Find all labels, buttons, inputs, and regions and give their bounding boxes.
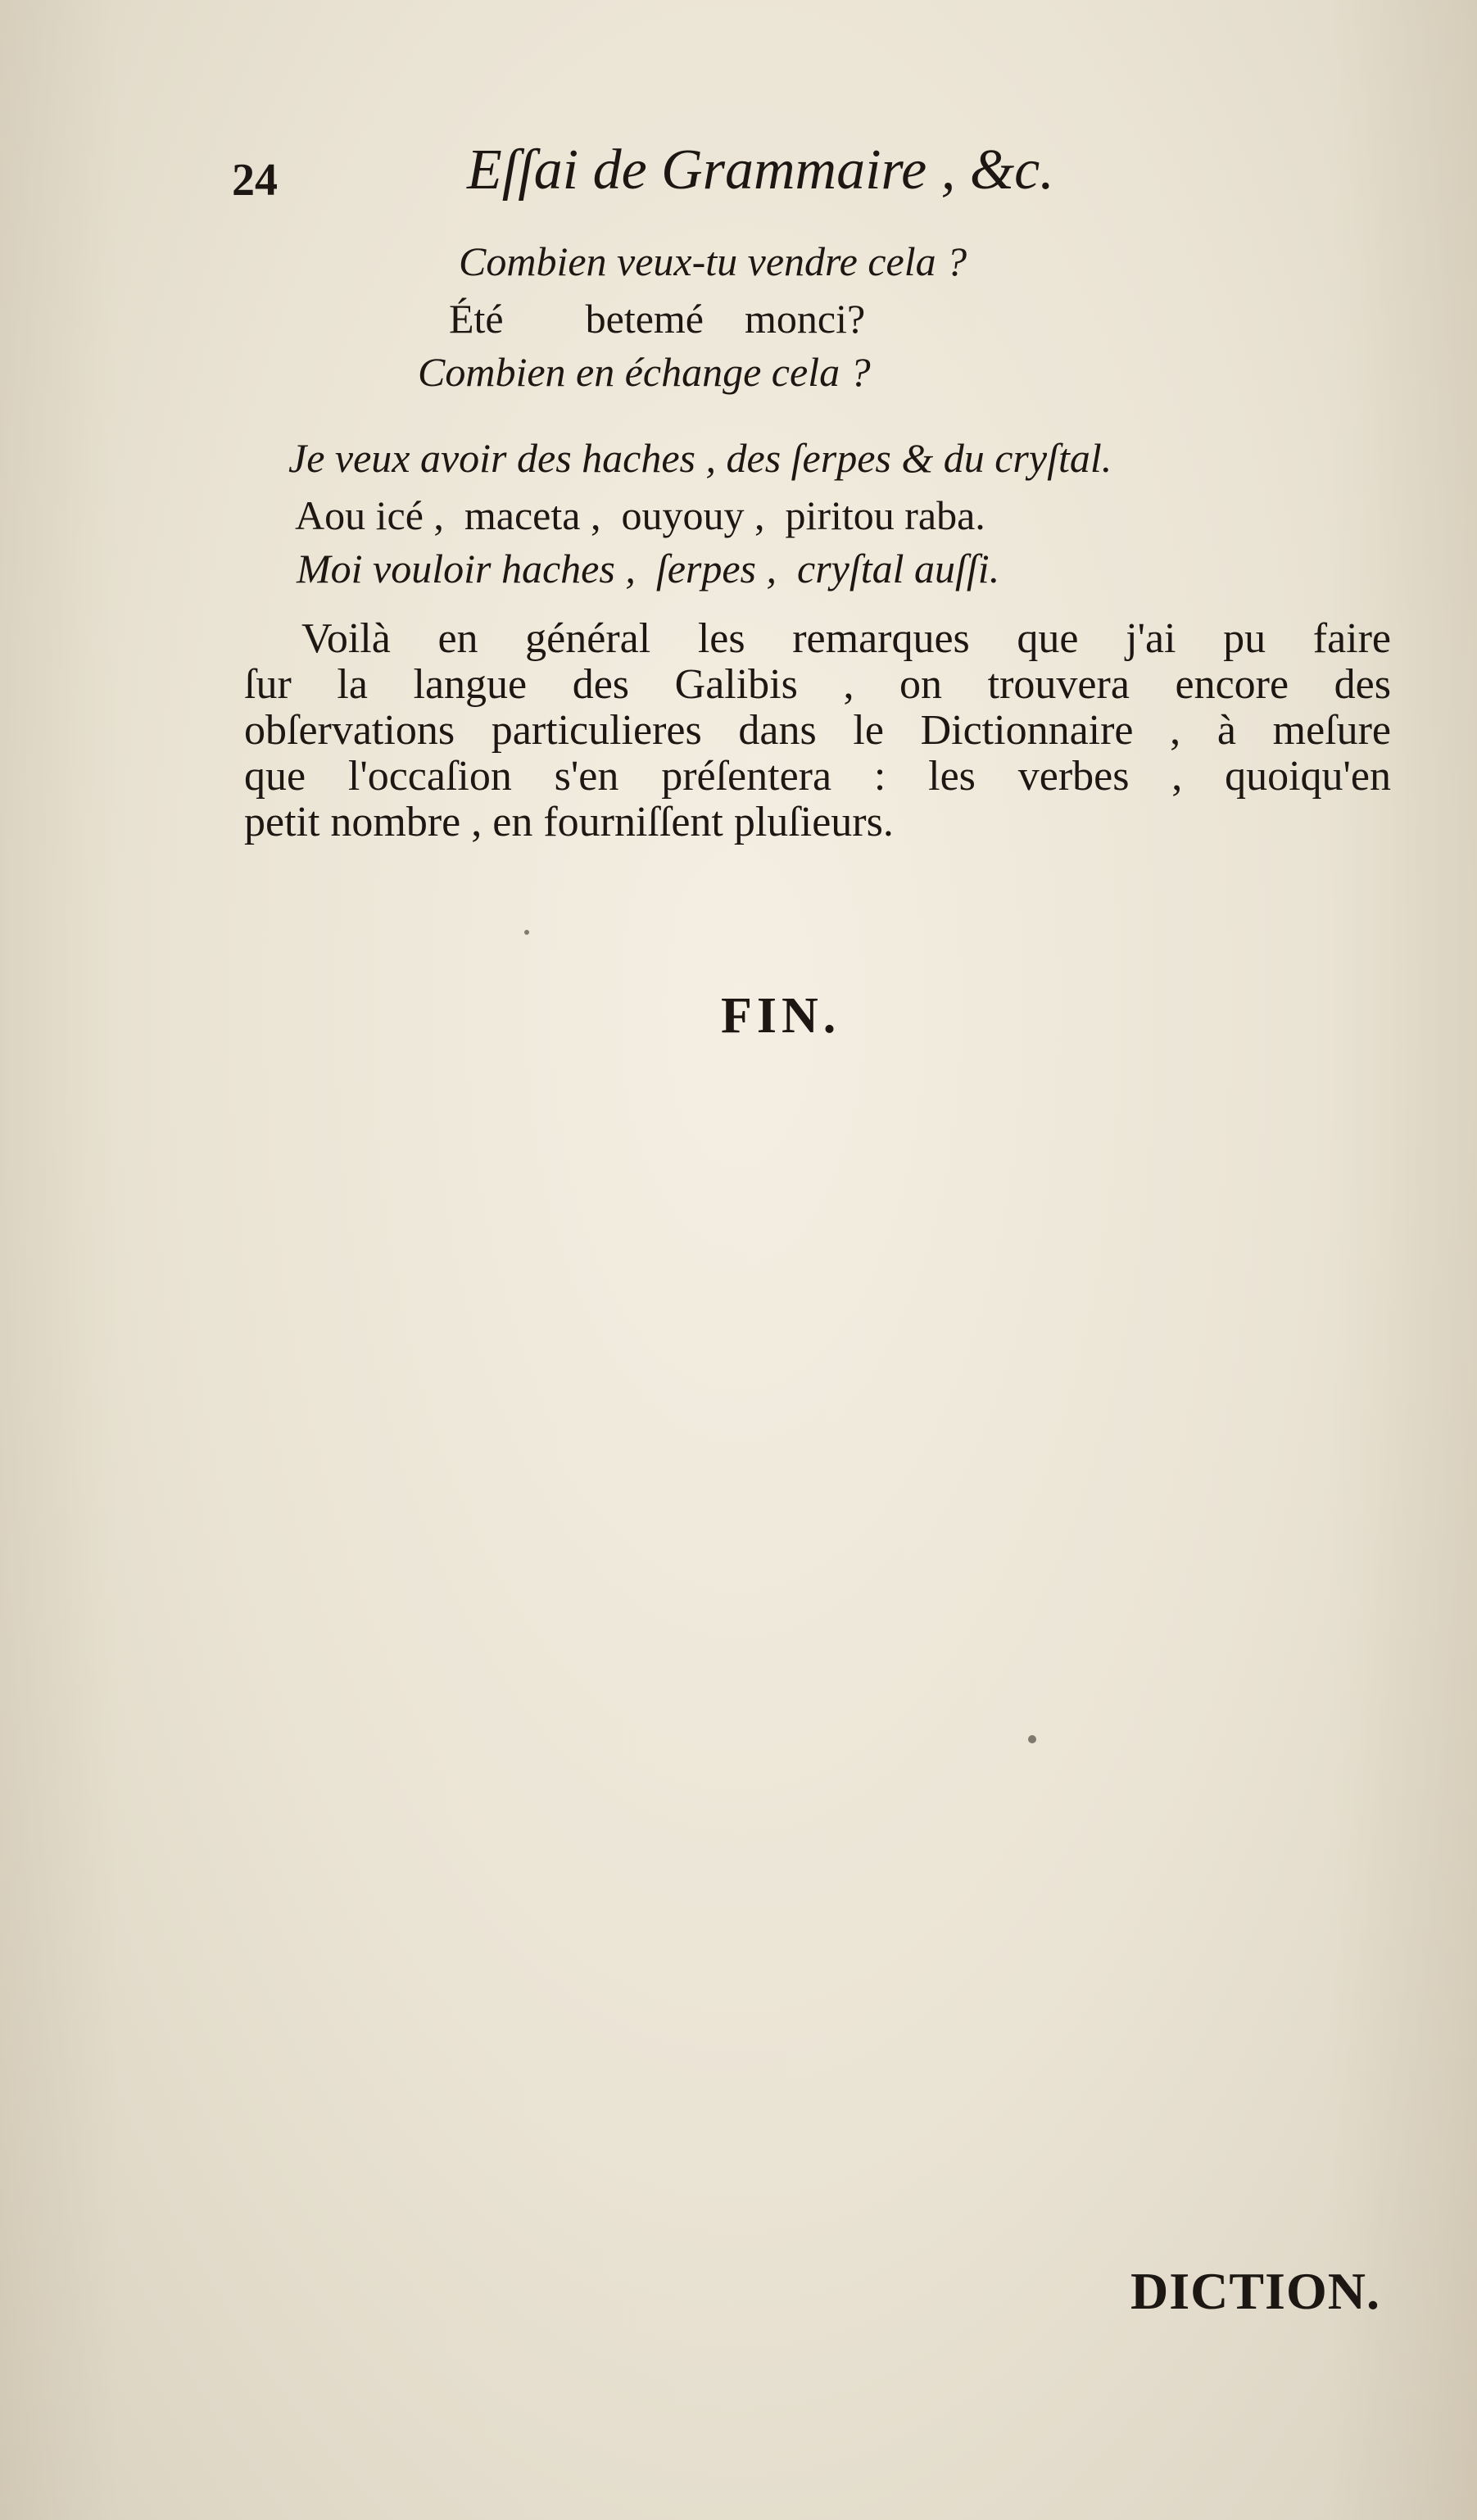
example-line: Aou icé , maceta , ouyouy , piritou raba. (295, 492, 985, 538)
example-line: Moi vouloir haches , ſerpes , cryſtal auſſi. (297, 546, 1000, 591)
paragraph-line: ſur la langue des Galibis , on trouvera encore des (244, 661, 1391, 708)
bleed-through (262, 246, 271, 288)
example-line: Combien veux-tu vendre cela ? (459, 238, 967, 284)
example-line: Été betemé monci? (449, 296, 866, 342)
example-line: Combien en échange cela ? (418, 349, 871, 395)
paragraph-line: Voilà en général les remarques que j'ai pu faire (301, 615, 1391, 662)
page-number: 24 (232, 155, 278, 206)
catchword: DICTION. (1130, 2262, 1380, 2320)
example-line: Je veux avoir des haches , des ſerpes & du cryſtal. (288, 435, 1112, 481)
paragraph-line: que l'occaſion s'en préſentera : les verbes , quoiqu'en (244, 753, 1391, 800)
fin-mark: FIN. (721, 988, 841, 1044)
running-title: Eſſai de Grammaire , &c. (467, 138, 1054, 202)
ink-speck (524, 930, 529, 935)
closing-paragraph (244, 616, 1391, 845)
paragraph-line: obſervations particulieres dans le Dictionnaire , à meſure (244, 707, 1391, 754)
paragraph-line: petit nombre , en fourniſſent pluſieurs. (244, 799, 894, 845)
ink-speck (1028, 1735, 1036, 1743)
